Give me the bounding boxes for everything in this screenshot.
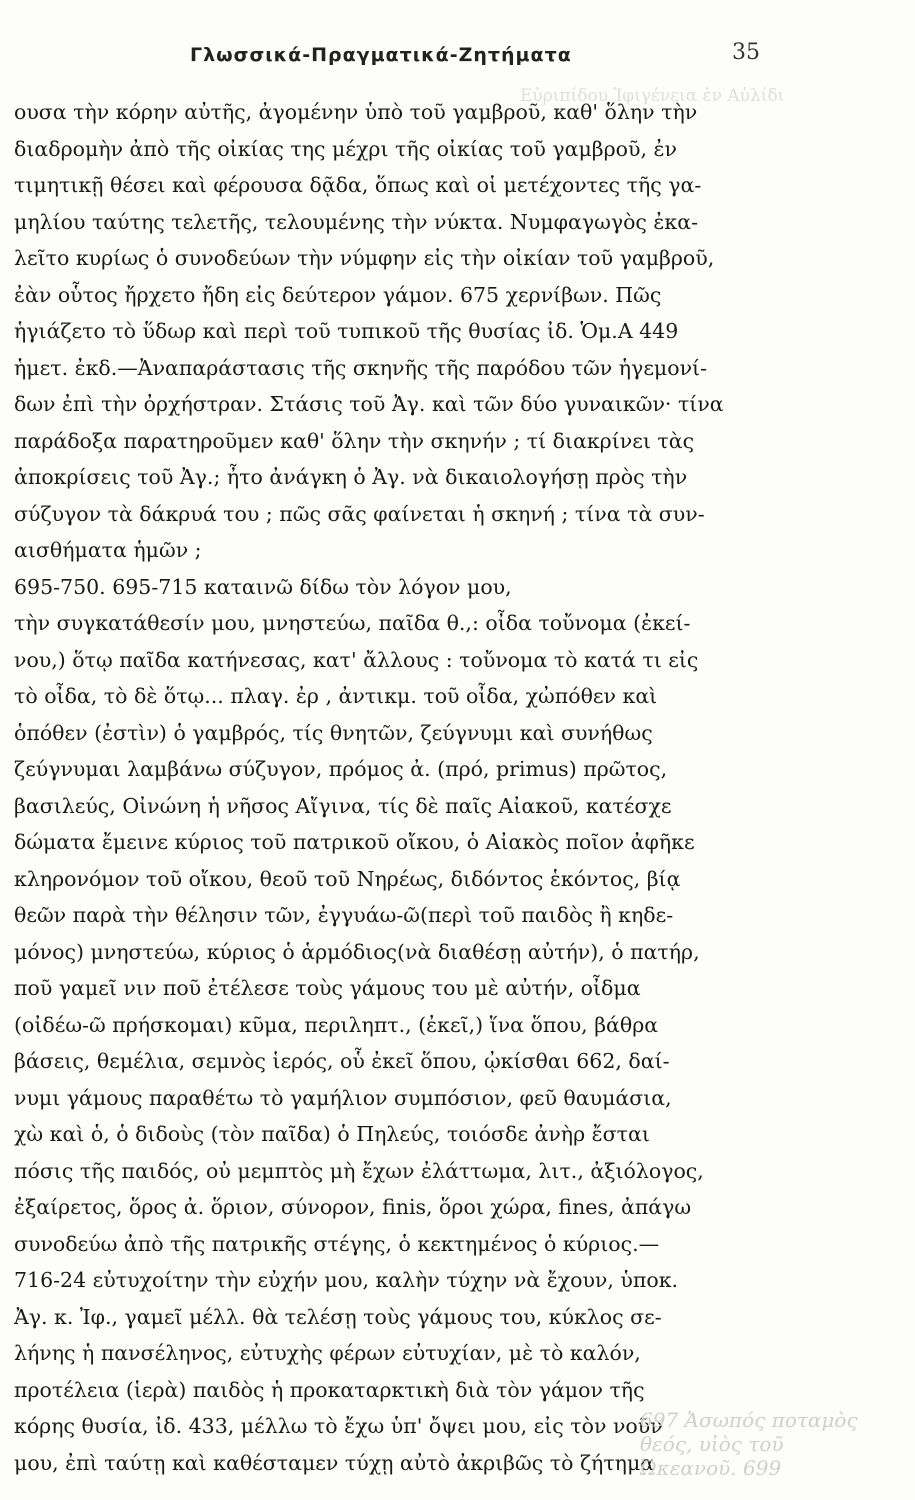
text-line-9: δων ἐπὶ τὴν ὀρχήστραν. Στάσις τοῦ Ἀγ. καὶ τῶν δύο γυναικῶν· τίνα — [14, 392, 724, 416]
text-line-27: βάσεις, θεμέλια, σεμνὸς ἱερός, οὗ ἐκεῖ ὅπου, ᾠκίσθαι 662, δαί- — [14, 1049, 670, 1073]
text-line-29: χὼ καὶ ὁ, ὁ διδοὺς (τὸν παῖδα) ὁ Πηλεύς, τοιόσδε ἀνὴρ ἔσται — [14, 1122, 650, 1146]
text-line-2: διαδρομὴν ἀπὸ τῆς οἰκίας της μέχρι τῆς οἰκίας τοῦ γαμβροῦ, ἐν — [14, 136, 677, 161]
text-line-24: μόνος) μνηστεύω, κύριος ὁ ἁρμόδιος(νὰ διαθέσῃ αὐτήν), ὁ πατήρ, — [14, 939, 700, 964]
text-line-1: ουσα τὴν κόρην αὐτῆς, ἀγομένην ὑπὸ τοῦ γαμβροῦ, καθ' ὅλην τὴν — [14, 100, 698, 124]
text-line-13: αισθήματα ἡμῶν ; — [14, 538, 202, 562]
text-line-18: ὁπόθεν (ἐστὶν) ὁ γαμβρός, τίς θνητῶν, ζεύγνυμι καὶ συνήθως — [14, 720, 653, 745]
text-line-7: ἡγιάζετο τὸ ὕδωρ καὶ περὶ τοῦ τυπικοῦ τῆς θυσίας ἰδ. Ὁμ.Α 449 — [14, 319, 679, 343]
text-line-3: τιμητικῇ θέσει καὶ φέρουσα δᾷδα, ὅπως καὶ οἱ μετέχοντες τῆς γα- — [14, 173, 702, 197]
text-line-5: λεῖτο κυρίως ὁ συνοδεύων τὴν νύμφην εἰς τὴν οἰκίαν τοῦ γαμβροῦ, — [14, 246, 715, 270]
text-line-21: δώματα ἔμεινε κύριος τοῦ πατρικοῦ οἴκου, ὁ Αἰακὸς ποῖον ἀφῆκε — [14, 830, 695, 854]
text-line-33: 716-24 εὐτυχοίτην τὴν εὐχήν μου, καλὴν τύχην νὰ ἔχουν, ὑποκ. — [14, 1268, 679, 1292]
text-line-37: κόρης θυσία, ἰδ. 433, μέλλω τὸ ἔχω ὑπ' ὄψει μου, εἰς τὸν νοῦν — [14, 1414, 663, 1438]
text-line-38: μου, ἐπὶ ταύτῃ καὶ καθέσταμεν τύχῃ αὐτὸ ἀκριβῶς τὸ ζήτημα — [14, 1450, 655, 1475]
text-line-15: τὴν συγκατάθεσίν μου, μνηστεύω, παῖδα θ.,: οἶδα τοὔνομα (ἐκεί- — [14, 611, 691, 635]
text-line-23: θεῶν παρὰ τὴν θέλησιν τῶν, ἐγγυάω-ῶ(περὶ τοῦ παιδὸς ἢ κηδε- — [14, 903, 674, 927]
text-line-26: (οἰδέω-ῶ πρήσκομαι) κῦμα, περιληπτ., (ἐκεῖ,) ἵνα ὅπου, βάθρα — [14, 1012, 659, 1037]
text-line-17: τὸ οἶδα, τὸ δὲ ὅτῳ... πλαγ. ἐρ , ἀντικμ. τοῦ οἶδα, χὠπόθεν καὶ — [14, 684, 658, 708]
text-line-35: λήνης ἡ πανσέληνος, εὐτυχὴς φέρων εὐτυχίαν, μὲ τὸ καλόν, — [14, 1341, 641, 1365]
text-line-12: σύζυγον τὰ δάκρυά του ; πῶς σᾶς φαίνεται ἡ σκηνή ; τίνα τὰ συν- — [14, 501, 705, 526]
text-line-32: συνοδεύω ἀπὸ τῆς πατρικῆς στέγης, ὁ κεκτημένος ὁ κύριος.— — [14, 1231, 660, 1256]
body-text — [14, 94, 902, 1481]
page-number: 35 — [732, 40, 760, 65]
text-line-36: προτέλεια (ἱερὰ) παιδὸς ἡ προκαταρκτικὴ διὰ τὸν γάμον τῆς — [14, 1377, 645, 1402]
text-line-6: ἐὰν οὗτος ἤρχετο ἤδη εἰς δεύτερον γάμον. 675 χερνίβων. Πῶς — [14, 282, 662, 307]
text-line-31: ἐξαίρετος, ὅρος ἀ. ὅριον, σύνορον, finis, ὅροι χώρα, fines, ἀπάγω — [14, 1195, 692, 1219]
section-heading-line: 695-750. 695-715 καταινῶ δίδω τὸν λόγον μου, — [14, 574, 512, 599]
bleed-through-text-top: Εὐριπίδου Ἰφιγένεια ἐν Αὐλίδι — [520, 86, 785, 106]
text-line-8: ἡμετ. ἐκδ.—Ἀναπαράστασις τῆς σκηνῆς τῆς παρόδου τῶν ἡγεμονί- — [14, 355, 708, 380]
text-line-4: μηλίου ταύτης τελετῆς, τελουμένης τὴν νύκτα. Νυμφαγωγὸς ἐκα- — [14, 209, 698, 234]
text-line-22: κληρονόμον τοῦ οἴκου, θεοῦ τοῦ Νηρέως, διδόντος ἑκόντος, βίᾳ — [14, 866, 681, 891]
text-line-10: παράδοξα παρατηροῦμεν καθ' ὅλην τὴν σκηνήν ; τί διακρίνει τὰς — [14, 428, 695, 453]
text-line-25: ποῦ γαμεῖ νιν ποῦ ἐτέλεσε τοὺς γάμους του μὲ αὐτήν, οἶδμα — [14, 976, 641, 1000]
text-line-34: Ἀγ. κ. Ἰφ., γαμεῖ μέλλ. θὰ τελέσῃ τοὺς γάμους του, κύκλος σε- — [14, 1304, 662, 1329]
page-header — [0, 40, 915, 74]
text-line-11: ἀποκρίσεις τοῦ Ἀγ.; ἦτο ἀνάγκη ὁ Ἀγ. νὰ δικαιολογήσῃ πρὸς τὴν — [14, 465, 688, 489]
text-line-30: πόσις τῆς παιδός, οὐ μεμπτὸς μὴ ἔχων ἐλάττωμα, λιτ., ἀξιόλογος, — [14, 1158, 704, 1183]
running-title: Γλωσσικά-Πραγματικά-Ζητήματα — [190, 44, 572, 66]
text-line-28: νυμι γάμους παραθέτω τὸ γαμήλιον συμπόσιον, φεῦ θαυμάσια, — [14, 1085, 672, 1110]
text-line-19: ζεύγνυμαι λαμβάνω σύζυγον, πρόμος ἀ. (πρό, primus) πρῶτος, — [14, 757, 668, 781]
text-line-16: νου,) ὅτῳ παῖδα κατήνεσας, κατ' ἄλλους : τοὔνομα τὸ κατά τι εἰς — [14, 647, 699, 672]
text-line-20: βασιλεύς, Οἰνώνη ἡ νῆσος Αἴγινα, τίς δὲ παῖς Αἰακοῦ, κατέσχε — [14, 793, 672, 818]
bleed-through-text-bottom: 697 Ἀσωπός ποταμὸς θεός, υἱὸς τοῦ Ὠκεανοῦ. 699 — [640, 1408, 858, 1480]
